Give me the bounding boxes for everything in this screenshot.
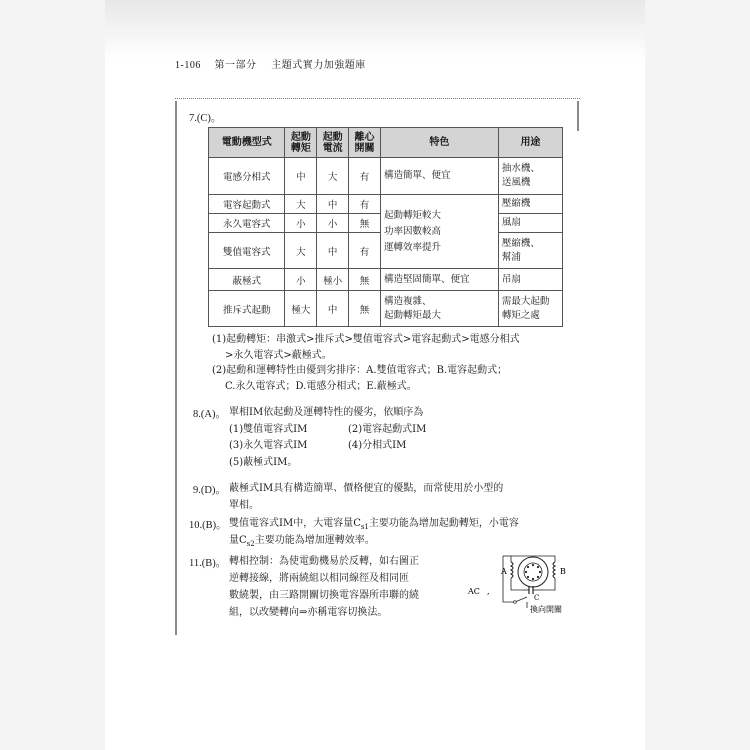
cell-torque: 小 (285, 214, 317, 233)
label-switch: 換向開關 (530, 605, 562, 614)
q9-line-1: 蔽極式IM具有構造簡單、價格便宜的優點，而常使用於小型的 (229, 483, 504, 494)
cell-use: 壓縮機 (498, 195, 562, 214)
cell-use: 風扇 (498, 214, 562, 233)
table-row (209, 269, 563, 291)
table-header-row (209, 128, 563, 158)
cell-type: 永久電容式 (209, 214, 285, 233)
header-torque: 起動 轉矩 (285, 128, 317, 158)
header-current: 起動 電流 (317, 128, 349, 158)
q7-label: 7.(C)。 (189, 113, 222, 124)
q8-text: 單相IM依起動及運轉特性的優劣，依順序為 (229, 407, 424, 418)
q11-line-4: 組，以改變轉向⇒亦稱電容切換法。 (229, 607, 388, 618)
cell-torque: 大 (285, 195, 317, 214)
cell-torque: 小 (285, 269, 317, 291)
cell-current: 中 (317, 291, 349, 327)
q8-item-5: (5)蔽極式IM。 (229, 457, 298, 468)
cell-type: 推斥式起動 (209, 291, 285, 327)
q7-note-2-line-2: C.永久電容式；D.電感分相式；E.蔽極式。 (225, 381, 417, 392)
page-number: 1-106 (175, 60, 201, 71)
q8-item-4: (4)分相式IM (348, 440, 407, 451)
page-top-shadow (105, 0, 645, 60)
q9-line-2: 單相。 (229, 500, 259, 511)
motor-table (208, 127, 563, 327)
left-margin-bar (175, 101, 177, 635)
q11-label: 11.(B)。 (189, 558, 227, 569)
cell-type: 電感分相式 (209, 158, 285, 195)
cell-switch: 無 (349, 269, 381, 291)
switch-blade (515, 597, 527, 602)
q8-item-3: (3)永久電容式IM (229, 440, 308, 451)
cell-current: 中 (317, 195, 349, 214)
q7-note-1-line-2: >永久電容式>蔽極式。 (225, 350, 332, 361)
ac-line (503, 556, 515, 602)
header-use: 用途 (498, 128, 562, 158)
q10-label: 10.(B)。 (189, 520, 227, 531)
cell-switch: 有 (349, 233, 381, 269)
q10-line-1: 雙值電容式IM中，大電容量$C_{s1}$主要功能為增加起動轉矩，小電容 (229, 518, 519, 531)
q7-note-1-line-1: (1)起動轉矩：串激式>推斥式>雙值電容式>電容起動式>電感分相式 (212, 334, 520, 345)
svg-text:,: , (487, 587, 490, 596)
cell-torque: 中 (285, 158, 317, 195)
q11-line-3: 數繞製，由三路開關切換電容器所串聯的繞 (229, 590, 419, 601)
stator-circle (518, 557, 548, 587)
cell-feature: 構造複雜、 起動轉矩最大 (380, 291, 498, 327)
cell-use: 抽水機、 送風機 (498, 158, 562, 195)
part-label: 第一部分 (214, 60, 257, 71)
header-rule (175, 98, 580, 100)
table-row (209, 195, 563, 214)
label-ac: AC (468, 587, 480, 596)
cell-switch: 有 (349, 195, 381, 214)
q11-line-1: 轉相控制：為使電動機易於反轉，如右圖正 (229, 556, 419, 567)
reversing-circuit-diagram (467, 550, 579, 622)
winding-b-coil (553, 562, 555, 578)
cell-switch: 無 (349, 214, 381, 233)
rotor-bars (525, 564, 541, 580)
cell-use: 壓縮機、 幫浦 (498, 233, 562, 269)
q7-note-2 (212, 363, 507, 395)
cell-switch: 無 (349, 291, 381, 327)
cell-type: 電容起動式 (209, 195, 285, 214)
header-type: 電動機型式 (209, 128, 285, 158)
cell-current: 中 (317, 233, 349, 269)
q7-note-2-line-1: (2)起動和運轉特性由優到劣排序：A.雙值電容式；B.電容起動式； (212, 365, 508, 376)
table-row (209, 291, 563, 327)
cell-switch: 有 (349, 158, 381, 195)
header-feature: 特色 (380, 128, 498, 158)
table-row (209, 158, 563, 195)
cell-current: 極小 (317, 269, 349, 291)
cell-type: 雙值電容式 (209, 233, 285, 269)
header-switch: 離心 開關 (349, 128, 381, 158)
q11-line-2: 逆轉接線，將兩繞組以相同線徑及相同匝 (229, 573, 409, 584)
winding-a-coil (511, 562, 513, 578)
cell-torque: 大 (285, 233, 317, 269)
q8-item-2: (2)電容起動式IM (348, 424, 427, 435)
cell-current: 小 (317, 214, 349, 233)
cell-feature: 構造堅固簡單、便宜 (380, 269, 498, 291)
q8-item-1: (1)雙值電容式IM (229, 424, 308, 435)
cell-torque: 極大 (285, 291, 317, 327)
q10-line-2: 量$C_{s2}$主要功能為增加運轉效率。 (229, 535, 375, 548)
q9-label: 9.(D)。 (193, 485, 226, 496)
label-c: C (534, 594, 540, 602)
label-b: B (560, 567, 566, 576)
q7-note-1 (212, 332, 520, 364)
book-title: 主題式實力加強題庫 (271, 60, 366, 71)
cell-current: 大 (317, 158, 349, 195)
cell-feature-merged: 起動轉矩較大 功率因數較高 運轉效率提升 (380, 195, 498, 269)
cell-use: 吊扇 (498, 269, 562, 291)
cell-use: 需最大起動 轉矩之處 (498, 291, 562, 327)
running-header (175, 56, 366, 71)
cell-type: 蔽極式 (209, 269, 285, 291)
q8-label: 8.(A)。 (193, 409, 226, 420)
label-a: A (501, 567, 507, 576)
right-margin-bar (577, 101, 579, 131)
cell-feature: 構造簡單、便宜 (380, 158, 498, 195)
